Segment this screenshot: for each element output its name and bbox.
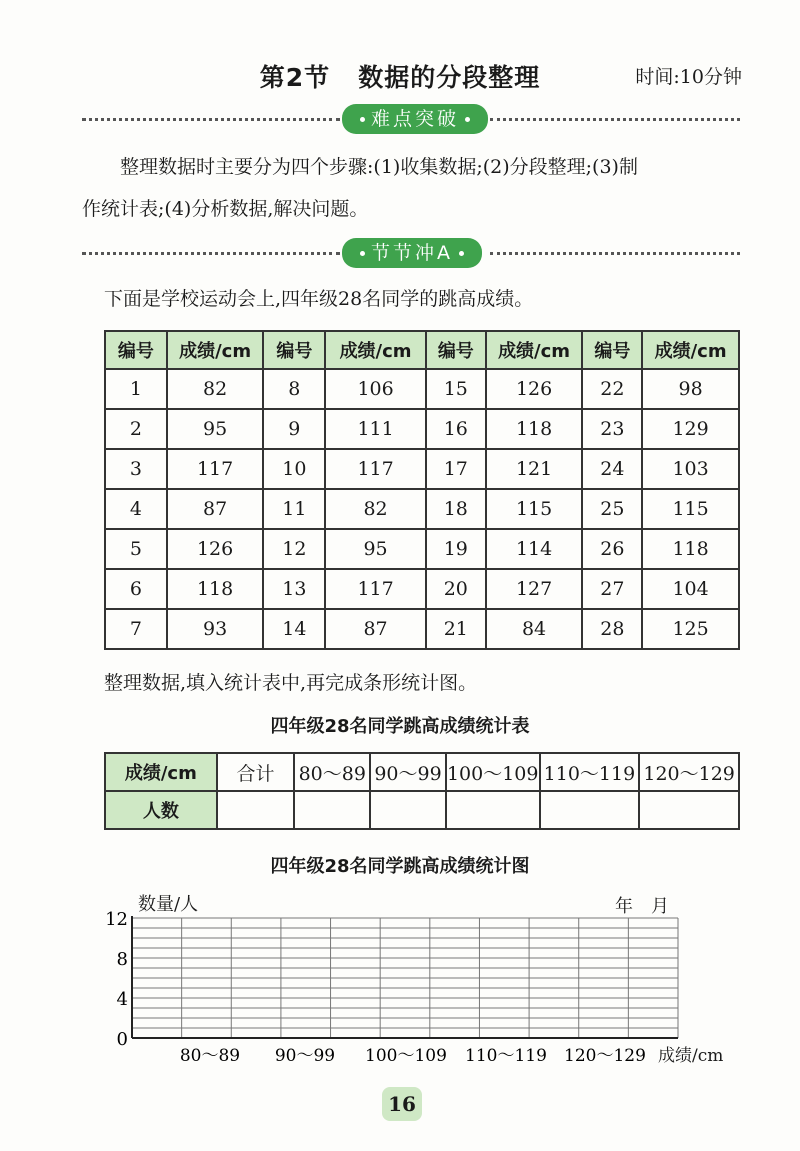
score-cell: 125 xyxy=(642,609,739,649)
score-cell: 84 xyxy=(486,609,583,649)
score-cell: 104 xyxy=(642,569,739,609)
intro-paragraph xyxy=(82,146,752,230)
score-cell: 117 xyxy=(325,569,426,609)
id-cell: 25 xyxy=(582,489,642,529)
table-row xyxy=(105,529,739,569)
question-instruction: 整理数据,填入统计表中,再完成条形统计图。 xyxy=(104,672,478,694)
divider-left xyxy=(82,118,340,121)
score-cell: 82 xyxy=(167,369,264,409)
score-cell: 106 xyxy=(325,369,426,409)
question-prompt: 下面是学校运动会上,四年级28名同学的跳高成绩。 xyxy=(104,288,534,310)
score-cell: 126 xyxy=(167,529,264,569)
time-limit: 时间:10分钟 xyxy=(635,66,742,88)
count-cell-100-109[interactable] xyxy=(446,791,540,829)
stat-col-110-119: 110～119 xyxy=(540,753,640,791)
score-cell: 118 xyxy=(167,569,264,609)
score-cell: 118 xyxy=(486,409,583,449)
y-tick-label: 12 xyxy=(105,909,128,930)
id-cell: 7 xyxy=(105,609,167,649)
score-cell: 87 xyxy=(167,489,264,529)
table-row xyxy=(105,489,739,529)
header-cell: 编号 xyxy=(263,331,325,369)
divider-left-2 xyxy=(82,252,340,255)
x-tick-label: 100～109 xyxy=(365,1046,447,1066)
table-row xyxy=(105,569,739,609)
score-cell: 87 xyxy=(325,609,426,649)
header-cell: 编号 xyxy=(426,331,486,369)
score-cell: 95 xyxy=(325,529,426,569)
id-cell: 20 xyxy=(426,569,486,609)
x-tick-label: 110～119 xyxy=(465,1046,547,1066)
id-cell: 8 xyxy=(263,369,325,409)
id-cell: 23 xyxy=(582,409,642,449)
y-axis-label: 数量/人 xyxy=(138,894,199,915)
id-cell: 2 xyxy=(105,409,167,449)
page-number: 16 xyxy=(382,1087,422,1121)
score-cell: 117 xyxy=(167,449,264,489)
id-cell: 18 xyxy=(426,489,486,529)
x-tick-label: 90～99 xyxy=(274,1046,336,1066)
id-cell: 10 xyxy=(263,449,325,489)
id-cell: 17 xyxy=(426,449,486,489)
count-cell-120-129[interactable] xyxy=(639,791,739,829)
id-cell: 19 xyxy=(426,529,486,569)
score-cell: 95 xyxy=(167,409,264,449)
stat-table-caption: 四年级28名同学跳高成绩统计表 xyxy=(270,716,530,737)
bar-chart xyxy=(0,880,800,1070)
stat-col-120-129: 120～129 xyxy=(639,753,739,791)
id-cell: 14 xyxy=(263,609,325,649)
stat-col-90-99: 90～99 xyxy=(370,753,446,791)
id-cell: 22 xyxy=(582,369,642,409)
count-cell-total[interactable] xyxy=(217,791,295,829)
stat-table xyxy=(104,752,740,830)
divider-right xyxy=(490,118,740,121)
header-cell: 编号 xyxy=(582,331,642,369)
id-cell: 3 xyxy=(105,449,167,489)
score-cell: 103 xyxy=(642,449,739,489)
y-tick-label: 0 xyxy=(116,1029,128,1050)
y-tick-label: 8 xyxy=(116,949,128,970)
table-row xyxy=(105,409,739,449)
chart-grid xyxy=(132,918,678,1038)
table-row xyxy=(105,449,739,489)
id-cell: 12 xyxy=(263,529,325,569)
x-tick-label: 80～89 xyxy=(179,1046,241,1066)
id-cell: 21 xyxy=(426,609,486,649)
count-cell-90-99[interactable] xyxy=(370,791,446,829)
practice-badge xyxy=(342,238,482,268)
score-cell: 129 xyxy=(642,409,739,449)
table-row xyxy=(105,369,739,409)
id-cell: 27 xyxy=(582,569,642,609)
intro-line-2: 作统计表;(4)分析数据,解决问题。 xyxy=(82,198,369,220)
score-cell: 93 xyxy=(167,609,264,649)
table-row xyxy=(105,609,739,649)
header-cell: 成绩/cm xyxy=(325,331,426,369)
chart-title: 四年级28名同学跳高成绩统计图 xyxy=(270,856,530,877)
stat-col-total: 合计 xyxy=(217,753,295,791)
date-label: 年 月 xyxy=(615,896,669,917)
score-cell: 115 xyxy=(642,489,739,529)
y-tick-labels xyxy=(105,909,128,1050)
score-cell: 121 xyxy=(486,449,583,489)
id-cell: 11 xyxy=(263,489,325,529)
intro-line-1: 整理数据时主要分为四个步骤:(1)收集数据;(2)分段整理;(3)制 xyxy=(120,156,638,178)
x-tick-label: 120～129 xyxy=(564,1046,646,1066)
practice-badge-label: 节节冲A xyxy=(371,242,453,264)
score-data-table xyxy=(104,330,740,650)
id-cell: 15 xyxy=(426,369,486,409)
section-name: 数据的分段整理 xyxy=(358,63,541,92)
id-cell: 26 xyxy=(582,529,642,569)
count-cell-80-89[interactable] xyxy=(294,791,370,829)
header-cell: 成绩/cm xyxy=(486,331,583,369)
y-tick-label: 4 xyxy=(116,989,128,1010)
id-cell: 9 xyxy=(263,409,325,449)
stat-col-80-89: 80～89 xyxy=(294,753,370,791)
score-cell: 98 xyxy=(642,369,739,409)
stat-col-100-109: 100～109 xyxy=(446,753,540,791)
difficulty-badge xyxy=(342,104,488,134)
header-cell: 编号 xyxy=(105,331,167,369)
score-cell: 118 xyxy=(642,529,739,569)
id-cell: 28 xyxy=(582,609,642,649)
id-cell: 1 xyxy=(105,369,167,409)
divider-right-2 xyxy=(490,252,740,255)
score-cell: 111 xyxy=(325,409,426,449)
count-cell-110-119[interactable] xyxy=(540,791,640,829)
chart-axes xyxy=(132,916,678,1038)
id-cell: 6 xyxy=(105,569,167,609)
id-cell: 13 xyxy=(263,569,325,609)
id-cell: 24 xyxy=(582,449,642,489)
score-cell: 127 xyxy=(486,569,583,609)
score-cell: 82 xyxy=(325,489,426,529)
stat-row2-label: 人数 xyxy=(105,791,217,829)
score-cell: 114 xyxy=(486,529,583,569)
id-cell: 16 xyxy=(426,409,486,449)
score-cell: 115 xyxy=(486,489,583,529)
header-cell: 成绩/cm xyxy=(642,331,739,369)
x-tick-labels xyxy=(180,1046,646,1066)
stat-row1-label: 成绩/cm xyxy=(105,753,217,791)
x-axis-label: 成绩/cm xyxy=(658,1046,724,1066)
score-cell: 126 xyxy=(486,369,583,409)
score-cell: 117 xyxy=(325,449,426,489)
difficulty-badge-label: 难点突破 xyxy=(371,108,460,130)
id-cell: 5 xyxy=(105,529,167,569)
header-cell: 成绩/cm xyxy=(167,331,264,369)
data-table-header-row xyxy=(105,331,739,369)
section-number: 第2节 xyxy=(259,63,331,92)
id-cell: 4 xyxy=(105,489,167,529)
